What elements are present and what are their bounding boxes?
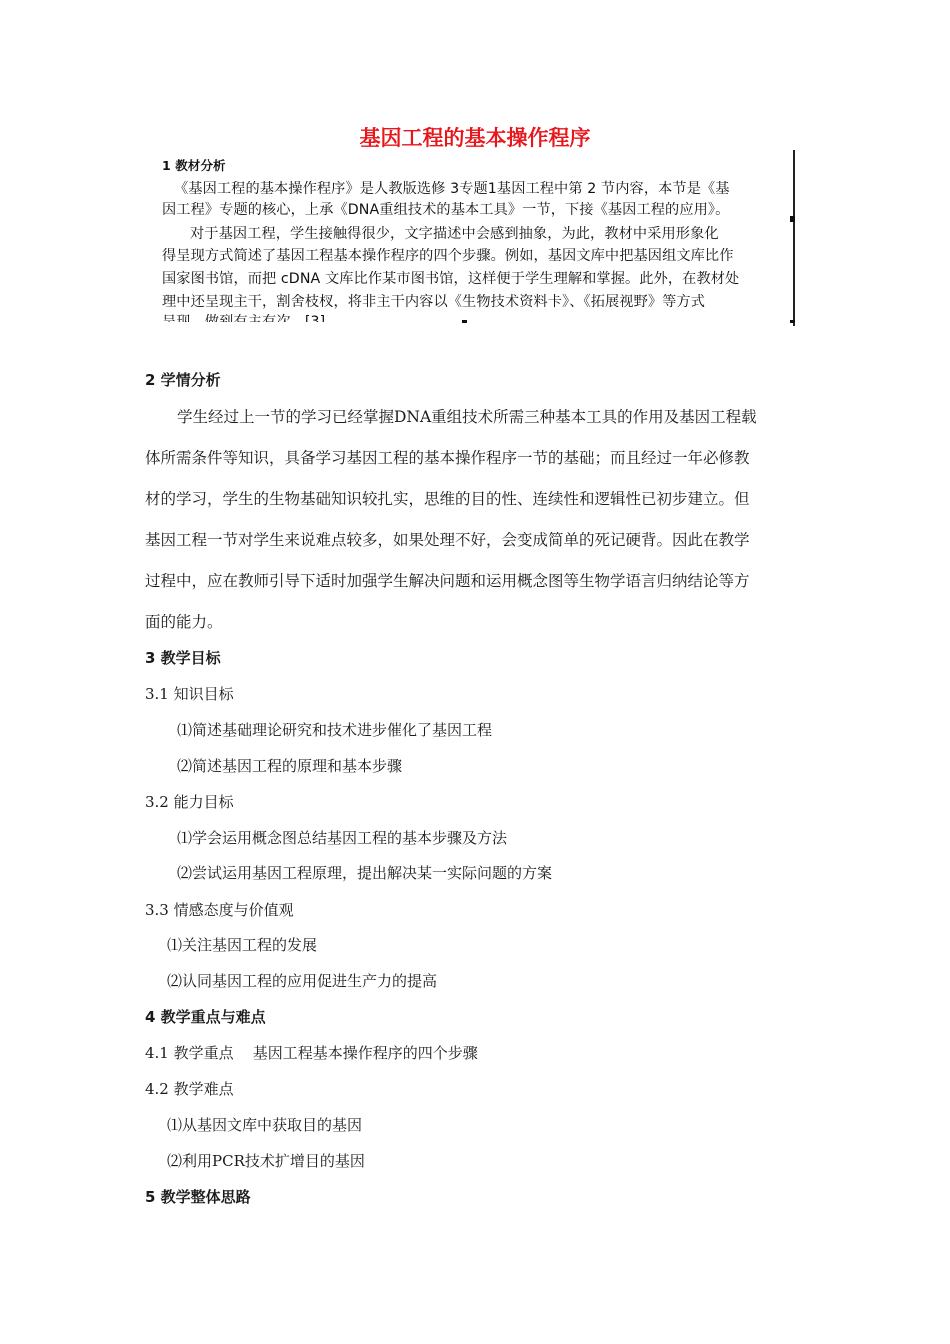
list-item: ⑴简述基础理论研究和技术进步催化了基因工程 [177, 721, 493, 739]
list-item: ⑵尝试运用基因工程原理，提出解决某一实际问题的方案 [177, 864, 553, 882]
subsection-heading: 4.1 教学重点 基因工程基本操作程序的四个步骤 [145, 1044, 478, 1062]
paragraph-line: 材的学习，学生的生物基础知识较扎实，思维的目的性、连续性和逻辑性已初步建立。但 [145, 490, 750, 508]
scan-line: 对于基因工程，学生接触得很少，文字描述中会感到抽象，为此，教材中采用形象化 [190, 226, 719, 242]
paragraph-line: 基因工程一节对学生来说难点较多，如果处理不好，会变成简单的死记硬背。因此在教学 [145, 531, 750, 549]
subsection-heading: 3.1 知识目标 [145, 685, 234, 703]
paragraph-line: 面的能力。 [145, 613, 223, 631]
section-heading: 2 学情分析 [145, 371, 221, 389]
section-heading: 3 教学目标 [145, 649, 221, 667]
paragraph-line: 学生经过上一节的学习已经掌握DNA重组技术所需三种基本工具的作用及基因工程载 [177, 408, 757, 426]
scan-heading: 1 教材分析 [162, 158, 226, 173]
page-title: 基因工程的基本操作程序 [359, 126, 591, 150]
scan-marker [790, 320, 795, 323]
list-item: ⑴从基因文库中获取目的基因 [167, 1116, 363, 1134]
scan-marker [790, 216, 795, 222]
scanned-excerpt [162, 150, 797, 328]
paragraph-line: 体所需条件等知识，具备学习基因工程的基本操作程序一节的基础；而且经过一年必修教 [145, 449, 750, 467]
list-item: ⑵简述基因工程的原理和基本步骤 [177, 757, 403, 775]
scan-crop-edge [162, 322, 782, 330]
subsection-heading: 3.2 能力目标 [145, 793, 234, 811]
list-item: ⑴关注基因工程的发展 [167, 936, 318, 954]
list-item: ⑴学会运用概念图总结基因工程的基本步骤及方法 [177, 829, 508, 847]
subsection-heading: 3.3 情感态度与价值观 [145, 901, 294, 919]
list-item: ⑵利用PCR技术扩增目的基因 [167, 1152, 365, 1170]
section-heading: 4 教学重点与难点 [145, 1008, 266, 1026]
scan-line: 国家图书馆，而把 cDNA 文库比作某市图书馆，这样便于学生理解和掌握。此外，在教材处 [162, 271, 740, 287]
scan-line: 因工程》专题的核心，上承《DNA重组技术的基本工具》一节，下接《基因工程的应用》。 [162, 202, 730, 218]
scan-line: 《基因工程的基本操作程序》是人教版选修 3专题1基因工程中第 2 节内容，本节是《基 [174, 181, 730, 197]
scan-line: 理中还呈现主干，割舍枝杈，将非主干内容以《生物技术资料卡》、《拓展视野》等方式 [162, 294, 706, 310]
subsection-heading: 4.2 教学难点 [145, 1080, 234, 1098]
paragraph-line: 过程中，应在教师引导下适时加强学生解决问题和运用概念图等生物学语言归纳结论等方 [145, 572, 750, 590]
scan-border [793, 150, 795, 326]
section-heading: 5 教学整体思路 [145, 1188, 251, 1206]
scan-line: 得呈现方式简述了基因工程基本操作程序的四个步骤。例如，基因文库中把基因组文库比作 [162, 248, 734, 264]
list-item: ⑵认同基因工程的应用促进生产力的提高 [167, 972, 438, 990]
scan-marker [462, 320, 467, 323]
